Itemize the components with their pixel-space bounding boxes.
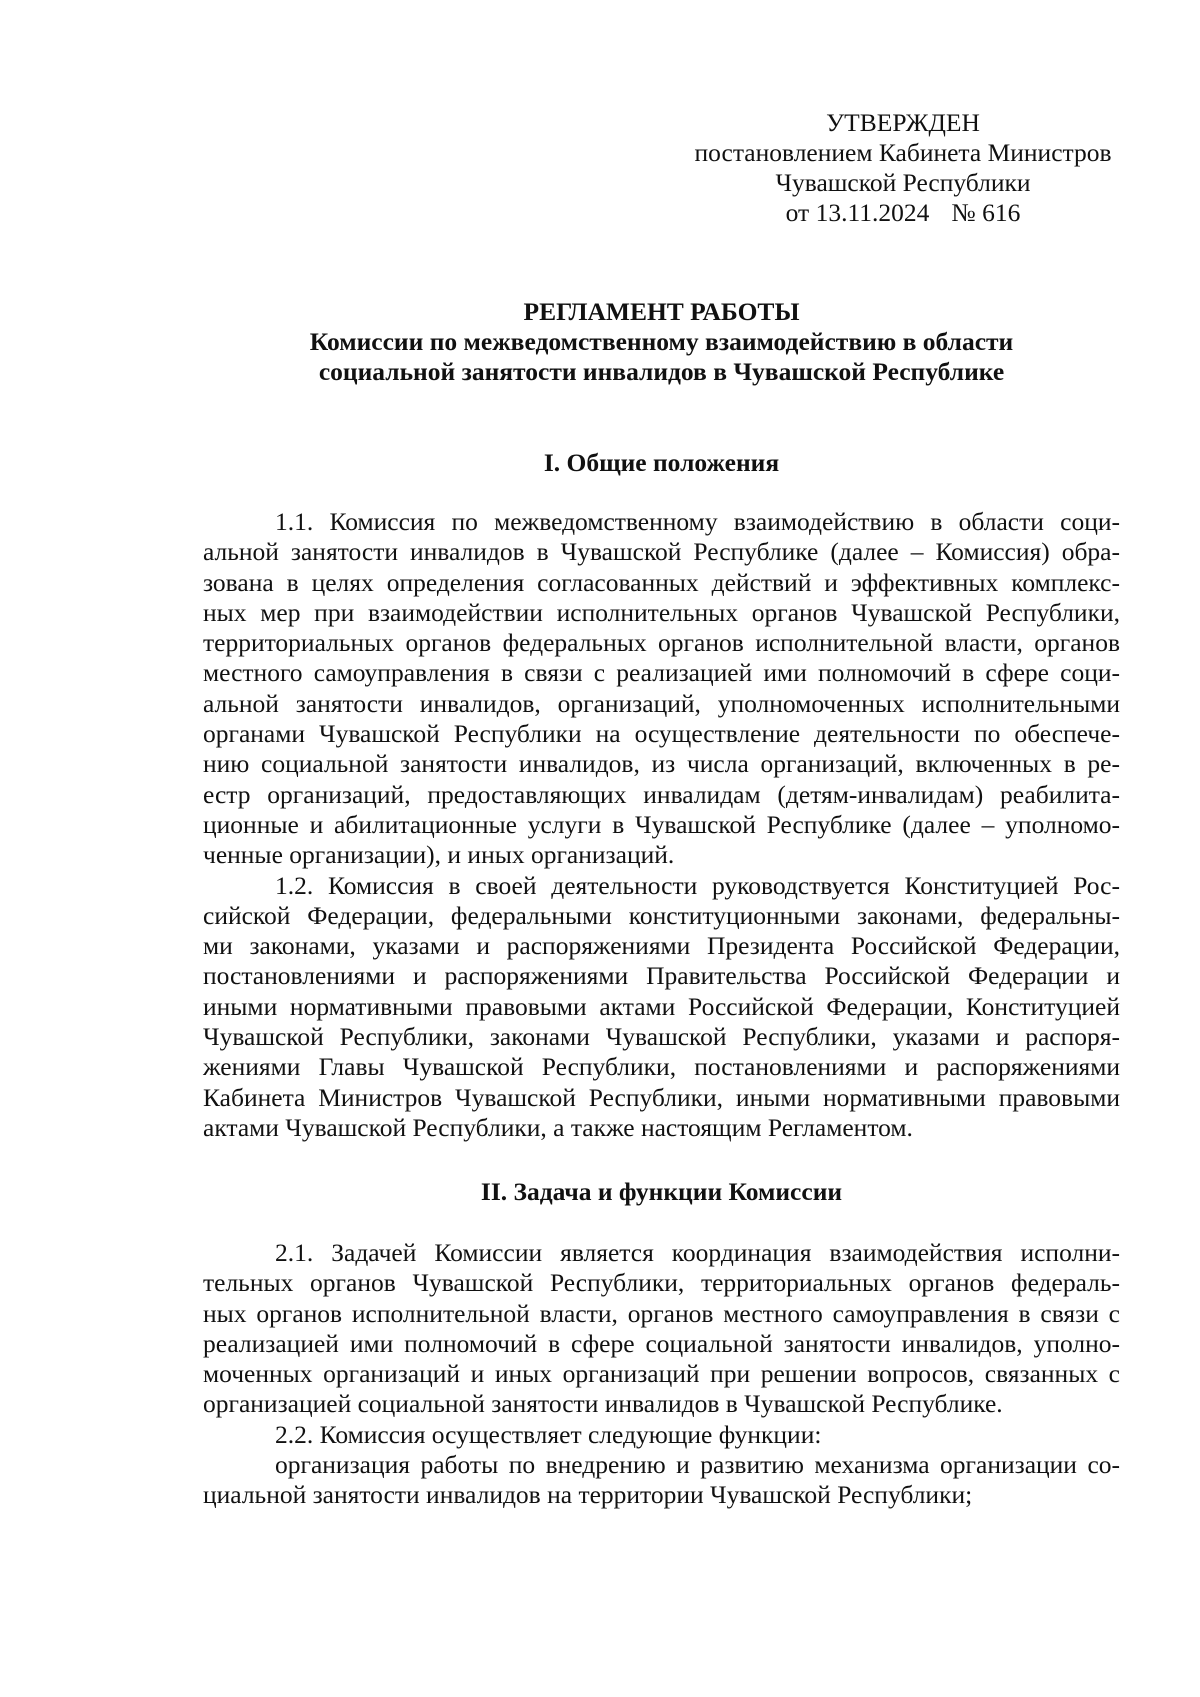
text-line: иными нормативными правовыми актами Российской Федерации, Конституцией — [203, 991, 1120, 1021]
text-line: постановлениями и распоряжениями Правительства Российской Федерации и — [203, 961, 1120, 991]
text-line: моченных организаций и иных организаций при решении вопросов, связанных с — [203, 1359, 1120, 1389]
section-1-heading: I. Общие положения — [543, 448, 780, 477]
text-line: 2.2. Комиссия осуществляет следующие функции: — [275, 1419, 822, 1449]
approval-heading: УТВЕРЖДЕН — [826, 108, 980, 137]
text-line: организацией социальной занятости инвалидов в Чувашской Республике. — [203, 1389, 1003, 1419]
document-title-line-1: РЕГЛАМЕНТ РАБОТЫ — [523, 297, 800, 326]
approval-date-number — [673, 198, 1133, 228]
text-line: актами Чувашской Республики, а также настоящим Регламентом. — [203, 1112, 913, 1142]
text-line: альной занятости инвалидов в Чувашской Республике (далее – Комиссия) обра- — [203, 537, 1120, 567]
text-line: Кабинета Министров Чувашской Республики, иными нормативными правовыми — [203, 1082, 1120, 1112]
text-line: реализацией ими полномочий в сфере социальной занятости инвалидов, уполно- — [203, 1328, 1120, 1358]
text-line: 1.1. Комиссия по межведомственному взаимодействию в области соци- — [275, 507, 1120, 536]
text-line: местного самоуправления в связи с реализацией ими полномочий в сфере соци- — [203, 658, 1120, 688]
approval-region: Чувашской Республики — [775, 168, 1031, 197]
text-line: 1.2. Комиссия в своей деятельности руководствуется Конституцией Рос- — [275, 870, 1120, 900]
text-line: зована в целях определения согласованных действий и эффективных комплекс- — [203, 567, 1120, 597]
approval-stamp — [673, 108, 1133, 228]
text-line: жениями Главы Чувашской Республики, постановлениями и распоряжениями — [203, 1052, 1120, 1082]
section-1-body — [203, 507, 1120, 1143]
section-2-body — [203, 1238, 1120, 1511]
text-line: ми законами, указами и распоряжениями Президента Российской Федерации, — [203, 931, 1120, 961]
text-line: естр организаций, предоставляющих инвалидам (детям-инвалидам) реабилита- — [203, 779, 1120, 809]
approval-authority: постановлением Кабинета Министров — [694, 138, 1112, 167]
text-line: территориальных органов федеральных органов исполнительной власти, органов — [203, 628, 1120, 658]
approval-date: от 13.11.2024 — [785, 198, 930, 227]
section-2-heading: II. Задача и функции Комиссии — [480, 1177, 843, 1206]
document-title — [203, 297, 1120, 387]
approval-number: № 616 — [951, 198, 1021, 227]
document-title-line-3: социальной занятости инвалидов в Чувашской Республике — [318, 357, 1005, 386]
text-line: ционные и абилитационные услуги в Чувашской Республике (далее – уполномо- — [203, 809, 1120, 839]
text-line: органами Чувашской Республики на осуществление деятельности по обеспече- — [203, 719, 1120, 749]
text-line: 2.1. Задачей Комиссии является координация взаимодействия исполни- — [275, 1238, 1120, 1267]
document-title-line-2: Комиссии по межведомственному взаимодействию в области — [309, 327, 1014, 356]
text-line: ченные организации), и иных организаций. — [203, 840, 675, 870]
text-line: сийской Федерации, федеральными конституционными законами, федеральны- — [203, 900, 1120, 930]
text-line: циальной занятости инвалидов на территории Чувашской Республики; — [203, 1480, 973, 1510]
text-line: тельных органов Чувашской Республики, территориальных органов федераль- — [203, 1268, 1120, 1298]
text-line: организация работы по внедрению и развитию механизма организации со- — [275, 1450, 1120, 1480]
text-line: ных органов исполнительной власти, органов местного самоуправления в связи с — [203, 1298, 1120, 1328]
text-line: Чувашской Республики, законами Чувашской Республики, указами и распоря- — [203, 1022, 1120, 1052]
text-line: ных мер при взаимодействии исполнительных органов Чувашской Республики, — [203, 597, 1120, 627]
text-line: альной занятости инвалидов, организаций, уполномоченных исполнительными — [203, 688, 1120, 718]
text-line: нию социальной занятости инвалидов, из числа организаций, включенных в ре- — [203, 749, 1120, 779]
